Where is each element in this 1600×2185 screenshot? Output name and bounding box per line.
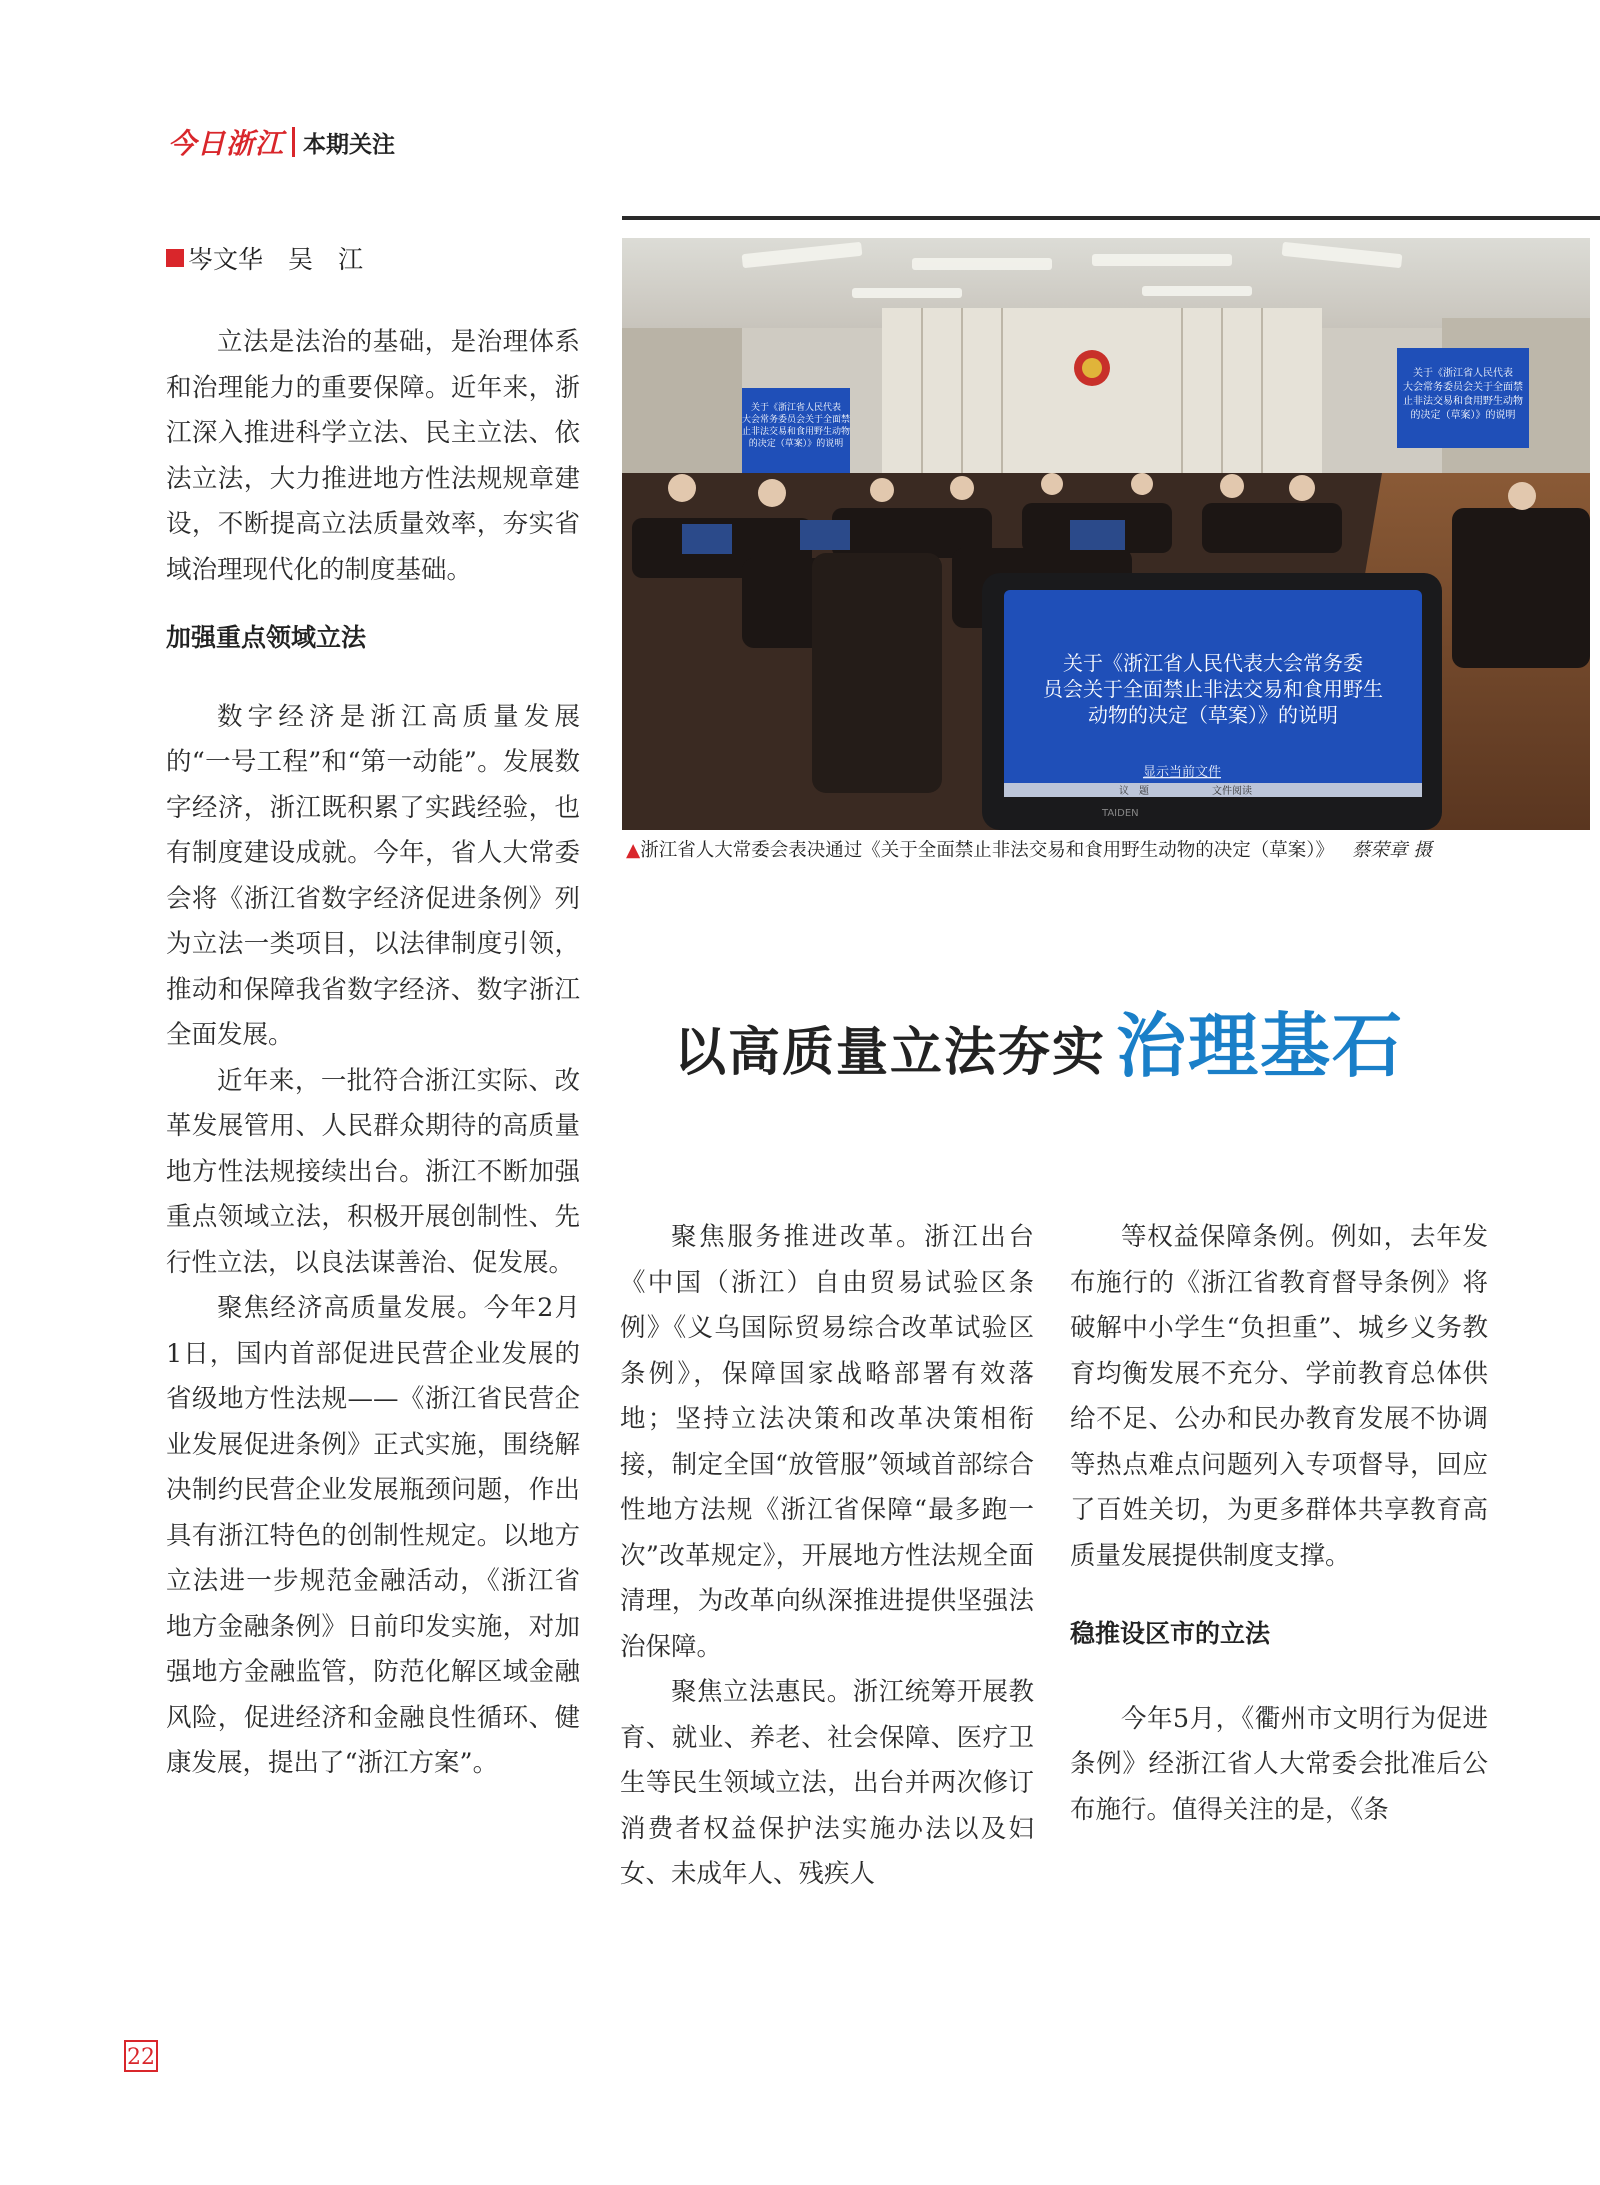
top-rule — [622, 216, 1600, 220]
paragraph: 近年来，一批符合浙江实际、改革发展管用、人民群众期待的高质量地方性法规接续出台。浙江不断加强重点领域立法，积极开展创制性、先行性立法，以良法谋善治、促发展。 — [166, 1065, 580, 1278]
paragraph: 聚焦立法惠民。浙江统筹开展教育、就业、养老、社会保障、医疗卫生等民生领域立法，出台并两次修订消费者权益保护法实施办法以及妇女、未成年人、残疾人 — [620, 1677, 1034, 1889]
photo-credit: 蔡荣章 摄 — [1352, 840, 1432, 861]
paragraph: 聚焦经济高质量发展。今年2月1日，国内首部促进民营企业发展的省级地方性法规——《浙江省民营企业发展促进条例》正式实施，围绕解决制约民营企业发展瓶颈问题，作出具有浙江特色的创制性规定。以地方立法进一步规范金融活动，《浙江省地方金融条例》日前印发实施，对加强地方金融监管，防范化解区域金融风险，促进经济和金融良性循环、健康发展，提出了“浙江方案”。 — [166, 1293, 580, 1778]
paragraph: 等权益保障条例。例如，去年发布施行的《浙江省教育督导条例》将破解中小学生“负担重”、城乡义务教育均衡发展不充分、学前教育总体供给不足、公办和民办教育发展不协调等热点难点问题列入专项督导，回应了百姓关切，为更多群体共享教育高质量发展提供制度支撑。 — [1070, 1222, 1488, 1571]
monitor-brand: TAIDEN — [1102, 808, 1139, 819]
subheading: 加强重点领域立法 — [166, 623, 367, 652]
column-2 — [620, 1215, 1034, 1898]
paragraph: 聚焦服务推进改革。浙江出台《中国（浙江）自由贸易试验区条例》《义乌国际贸易综合改革试验区条例》，保障国家战略部署有效落地；坚持立法决策和改革决策相衔接，制定全国“放管服”领域首部综合性地方法规《浙江省保障“最多跑一次”改革规定》，开展地方性法规全面清理，为改革向纵深推进提供坚强法治保障。 — [620, 1222, 1034, 1662]
section-title: 本期关注 — [303, 131, 396, 158]
title-part-1: 以高质量立法夯实 — [674, 1022, 1107, 1083]
header-divider — [292, 127, 295, 157]
conference-photo — [622, 238, 1590, 830]
byline — [166, 240, 363, 276]
title-part-2: 治理基石 — [1116, 1005, 1405, 1087]
screen-left-text: 关于《浙江省人民代表大会常务委员会关于全面禁止非法交易和食用野生动物的决定（草案）》的说明 — [741, 403, 851, 449]
byline-authors: 岑文华 吴 江 — [188, 245, 364, 274]
monitor-button-text: 显示当前文件 — [1142, 765, 1222, 780]
paragraph: 立法是法治的基础，是治理体系和治理能力的重要保障。近年来，浙江深入推进科学立法、民主立法、依法立法，大力推进地方性法规规章建设，不断提高立法质量效率，夯实省域治理现代化的制度基础。 — [166, 327, 580, 585]
caption-triangle-icon: ▲ — [626, 840, 641, 861]
monitor-screen-text: 关于《浙江省人民代表大会常务委员会关于全面禁止非法交易和食用野生动物的决定（草案）》的说明 — [1043, 651, 1383, 727]
subheading: 稳推设区市的立法 — [1070, 1619, 1271, 1648]
monitor-tab-2: 文件阅读 — [1212, 786, 1252, 797]
paragraph: 数字经济是浙江高质量发展的“一号工程”和“第一动能”。发展数字经济，浙江既积累了实践经验，也有制度建设成就。今年，省人大常委会将《浙江省数字经济促进条例》列为立法一类项目，以法律制度引领，推动和保障我省数字经济、数字浙江全面发展。 — [166, 701, 580, 1050]
screen-right-text: 关于《浙江省人民代表大会常务委员会关于全面禁止非法交易和食用野生动物的决定（草案）》的说明 — [1403, 368, 1523, 421]
article-title — [674, 990, 1574, 1091]
paragraph: 今年5月，《衢州市文明行为促进条例》经浙江省人大常委会批准后公布施行。值得关注的是，《条 — [1070, 1703, 1488, 1825]
caption-text: 浙江省人大常委会表决通过《关于全面禁止非法交易和食用野生动物的决定（草案）》 — [640, 840, 1334, 861]
page-header — [168, 122, 395, 162]
photo-caption — [626, 836, 1596, 862]
page-number: 22 — [124, 2040, 158, 2072]
column-1 — [166, 320, 580, 1787]
column-3 — [1070, 1215, 1488, 1833]
byline-square-icon — [166, 249, 184, 267]
magazine-logo: 今日浙江 — [168, 127, 285, 160]
monitor-tab-1: 议 题 — [1119, 786, 1149, 797]
